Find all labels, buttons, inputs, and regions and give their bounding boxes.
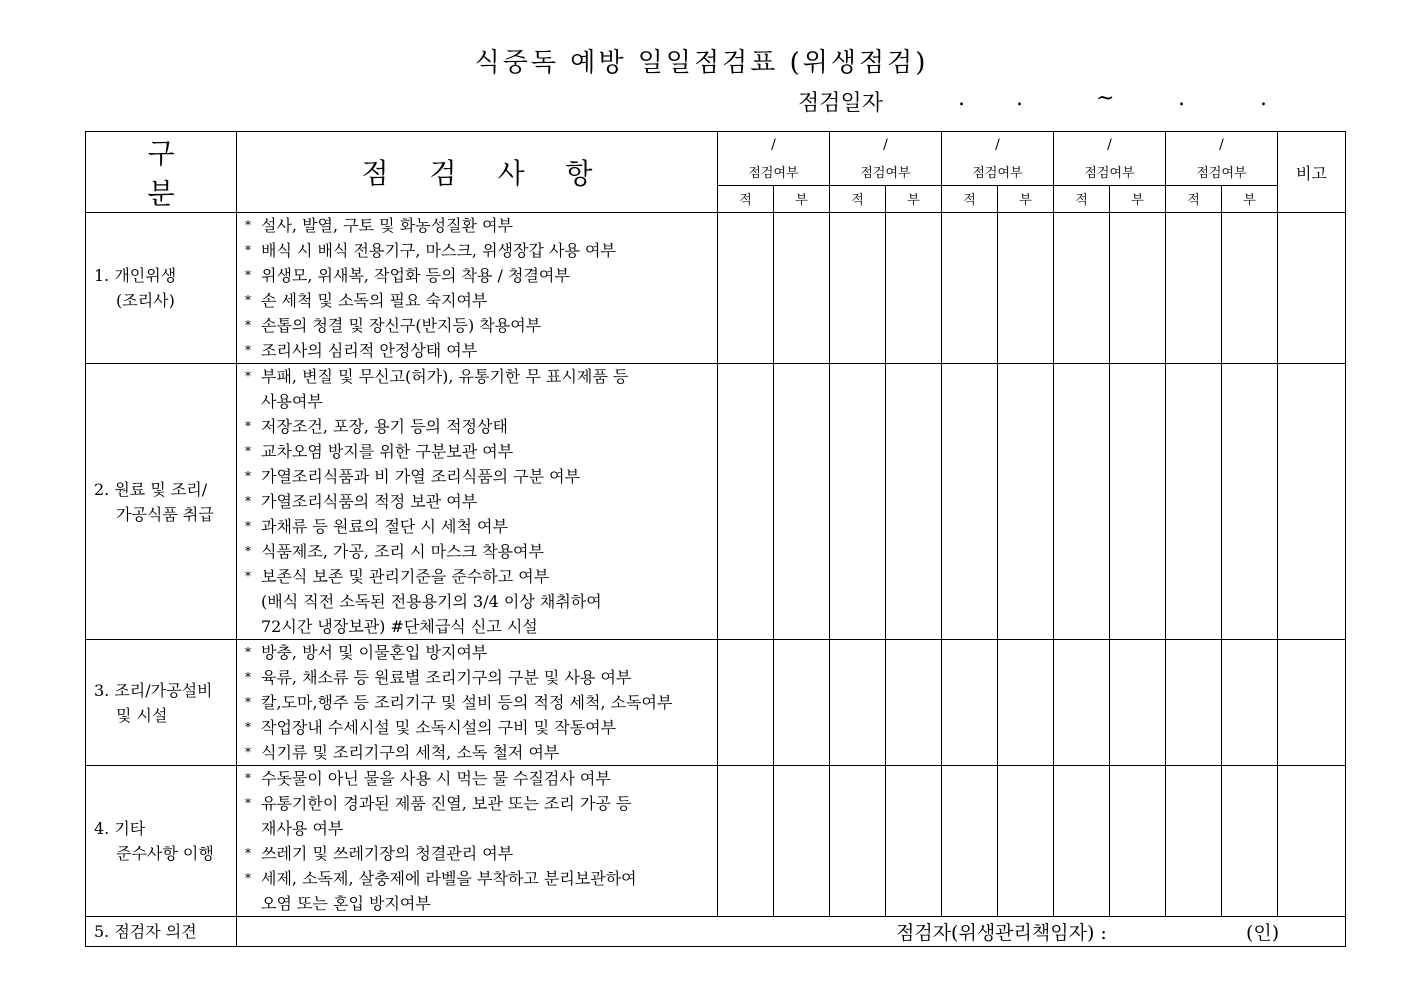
date-dot: . (1178, 86, 1185, 111)
check-cell-no[interactable] (774, 364, 830, 640)
page-title: 식중독 예방 일일점검표 (위생점검) (474, 48, 929, 78)
header-ok: 적 (830, 185, 886, 212)
bullet-icon: * (245, 519, 251, 533)
header-note: 비고 (1278, 132, 1346, 213)
check-item-text: 과채류 등 원료의 절단 시 세척 여부 (261, 517, 508, 536)
check-item (245, 263, 717, 288)
section-items (237, 364, 718, 640)
check-item-text: 보존식 보존 및 관리기준을 준수하고 여부 (261, 567, 550, 586)
inspection-date-line (798, 86, 1267, 117)
check-cell-ok[interactable] (1166, 640, 1222, 766)
check-item-text: 수돗물이 아닌 물을 사용 시 먹는 물 수질검사 여부 (261, 769, 611, 788)
section-items (237, 213, 718, 364)
header-no: 부 (998, 185, 1054, 212)
check-item-text: 부패, 변질 및 무신고(허가), 유통기한 무 표시제품 등 (261, 367, 629, 386)
check-item (245, 791, 717, 816)
header-no: 부 (774, 185, 830, 212)
header-items: 점 검 사 항 (237, 132, 718, 213)
check-item (245, 338, 717, 363)
check-cell-ok[interactable] (1166, 766, 1222, 917)
bullet-icon: * (245, 720, 251, 734)
check-cell-ok[interactable] (718, 640, 774, 766)
check-item-continuation: (배식 직전 소독된 전용용기의 3/4 이상 채취하여 (261, 592, 602, 611)
header-date-slot: / (718, 132, 830, 159)
footer-signature (896, 918, 1280, 945)
header-ok: 적 (1166, 185, 1222, 212)
check-item-text: 가열조리식품의 적정 보관 여부 (261, 492, 478, 511)
section-category-line: 1. 개인위생 (94, 266, 177, 285)
check-cell-no[interactable] (1110, 766, 1166, 917)
check-item-text: 세제, 소독제, 살충제에 라벨을 부착하고 분리보관하여 (261, 869, 637, 888)
section-items (237, 640, 718, 766)
check-cell-no[interactable] (1110, 213, 1166, 364)
section-category-line: 가공식품 취급 (116, 504, 214, 524)
inspector-label: 점검자(위생관리책임자) : (896, 922, 1107, 944)
bullet-icon: * (245, 243, 251, 257)
check-cell-no[interactable] (998, 640, 1054, 766)
header-no: 부 (1110, 185, 1166, 212)
check-cell-no[interactable] (1110, 640, 1166, 766)
check-cell-ok[interactable] (830, 766, 886, 917)
header-ok: 적 (942, 185, 998, 212)
check-cell-no[interactable] (1222, 640, 1278, 766)
check-item (245, 238, 717, 263)
bullet-icon: * (245, 268, 251, 282)
check-cell-ok[interactable] (718, 766, 774, 917)
check-cell-no[interactable] (1222, 364, 1278, 640)
section-category-line: 준수사항 이행 (116, 844, 214, 863)
bullet-icon: * (245, 670, 251, 684)
check-item-continuation: 사용여부 (261, 392, 323, 411)
header-date-slot: / (942, 132, 1054, 159)
check-cell-ok[interactable] (942, 640, 998, 766)
note-cell[interactable] (1278, 640, 1346, 766)
check-cell-ok[interactable] (1166, 213, 1222, 364)
section-category-line: 3. 조리/가공설비 (94, 680, 213, 700)
bullet-icon: * (245, 293, 251, 307)
section-items (237, 766, 718, 917)
inspection-table (85, 131, 1346, 947)
section-category (86, 766, 237, 917)
section-row (86, 364, 1346, 640)
check-cell-no[interactable] (886, 364, 942, 640)
check-item (245, 213, 717, 238)
bullet-icon: * (245, 343, 251, 357)
note-cell[interactable] (1278, 766, 1346, 917)
check-item-continuation: 72시간 냉장보관) #단체급식 신고 시설 (261, 617, 538, 636)
check-item-text: 손톱의 청결 및 장신구(반지등) 착용여부 (261, 316, 542, 335)
header-check-label: 점검여부 (942, 158, 1054, 185)
header-no: 부 (886, 185, 942, 212)
check-item-continuation: 재사용 여부 (261, 819, 344, 838)
check-item-text: 식기류 및 조리기구의 세척, 소독 철저 여부 (261, 743, 560, 762)
check-cell-no[interactable] (998, 364, 1054, 640)
header-date-slot: / (830, 132, 942, 159)
check-cell-ok[interactable] (830, 364, 886, 640)
check-cell-no[interactable] (886, 766, 942, 917)
bullet-icon: * (245, 218, 251, 232)
bullet-icon: * (245, 569, 251, 583)
check-cell-ok[interactable] (718, 364, 774, 640)
check-cell-no[interactable] (774, 213, 830, 364)
bullet-icon: * (245, 444, 251, 458)
inspection-date-label: 점검일자 (798, 91, 884, 116)
check-cell-no[interactable] (1222, 766, 1278, 917)
bullet-icon: * (245, 419, 251, 433)
header-check-label: 점검여부 (718, 158, 830, 185)
check-cell-no[interactable] (998, 766, 1054, 917)
bullet-icon: * (245, 645, 251, 659)
section-row (86, 640, 1346, 766)
check-item-text: 가열조리식품과 비 가열 조리식품의 구분 여부 (261, 467, 581, 486)
check-item-text: 설사, 발열, 구토 및 화농성질환 여부 (261, 216, 513, 235)
check-item (245, 464, 717, 489)
opinion-field[interactable] (237, 917, 1346, 947)
note-cell[interactable] (1278, 213, 1346, 364)
check-cell-ok[interactable] (1054, 364, 1110, 640)
check-item (245, 665, 717, 690)
check-item (245, 564, 717, 589)
check-cell-no[interactable] (1110, 364, 1166, 640)
check-item (245, 489, 717, 514)
check-item (245, 514, 717, 539)
check-cell-ok[interactable] (1054, 640, 1110, 766)
header-check-label: 점검여부 (1166, 158, 1278, 185)
section-category-line: 4. 기타 (94, 819, 146, 838)
bullet-icon: * (245, 695, 251, 709)
check-item-text: 방충, 방서 및 이물혼입 방지여부 (261, 643, 488, 662)
header-check-label: 점검여부 (830, 158, 942, 185)
check-item (245, 715, 717, 740)
header-no: 부 (1222, 185, 1278, 212)
section-row (86, 766, 1346, 917)
opinion-row (86, 917, 1346, 947)
check-item-text: 식품제조, 가공, 조리 시 마스크 착용여부 (261, 542, 544, 561)
bullet-icon: * (245, 871, 251, 885)
check-item-text: 작업장내 수세시설 및 소독시설의 구비 및 작동여부 (261, 718, 617, 737)
check-item-text: 유통기한이 경과된 제품 진열, 보관 또는 조리 가공 등 (261, 794, 632, 813)
check-cell-ok[interactable] (942, 213, 998, 364)
date-dot: . (1016, 86, 1023, 111)
check-item (245, 364, 717, 389)
section-category (86, 364, 237, 640)
check-item-text: 칼,도마,행주 등 조리기구 및 설비 등의 적정 세척, 소독여부 (261, 693, 673, 712)
seal-label: (인) (1246, 922, 1280, 944)
check-item (245, 766, 717, 791)
section-category (86, 213, 237, 364)
check-cell-no[interactable] (1222, 213, 1278, 364)
header-row-dates (86, 132, 1346, 159)
check-item-text: 조리사의 심리적 안정상태 여부 (261, 341, 478, 360)
header-ok: 적 (718, 185, 774, 212)
bullet-icon: * (245, 771, 251, 785)
check-item-text: 위생모, 위새복, 작업화 등의 착용 / 청결여부 (261, 266, 570, 285)
check-cell-ok[interactable] (1054, 213, 1110, 364)
bullet-icon: * (245, 318, 251, 332)
check-cell-ok[interactable] (942, 364, 998, 640)
check-item (245, 439, 717, 464)
check-cell-no[interactable] (886, 213, 942, 364)
check-item-text: 쓰레기 및 쓰레기장의 청결관리 여부 (261, 844, 514, 863)
header-date-slot: / (1166, 132, 1278, 159)
date-tilde: ~ (1096, 86, 1115, 111)
check-item (245, 841, 717, 866)
bullet-icon: * (245, 846, 251, 860)
check-item-text: 배식 시 배식 전용기구, 마스크, 위생장갑 사용 여부 (261, 241, 616, 260)
header-ok: 적 (1054, 185, 1110, 212)
check-item-text: 손 세척 및 소독의 필요 숙지여부 (261, 291, 488, 310)
bullet-icon: * (245, 494, 251, 508)
check-cell-ok[interactable] (830, 640, 886, 766)
note-cell[interactable] (1278, 364, 1346, 640)
header-check-label: 점검여부 (1054, 158, 1166, 185)
date-dot: . (1260, 86, 1267, 111)
check-cell-no[interactable] (774, 766, 830, 917)
check-item (245, 866, 717, 891)
opinion-label: 5. 점검자 의견 (86, 917, 237, 947)
check-item (245, 288, 717, 313)
date-dot: . (958, 86, 965, 111)
check-cell-no[interactable] (998, 213, 1054, 364)
check-item (245, 414, 717, 439)
bullet-icon: * (245, 544, 251, 558)
bullet-icon: * (245, 796, 251, 810)
check-item (245, 539, 717, 564)
check-cell-no[interactable] (886, 640, 942, 766)
check-item (245, 690, 717, 715)
check-item (245, 313, 717, 338)
check-item-text: 저장조건, 포장, 용기 등의 적정상태 (261, 417, 508, 436)
check-cell-ok[interactable] (1166, 364, 1222, 640)
header-category: 구 분 (86, 132, 237, 213)
check-cell-ok[interactable] (830, 213, 886, 364)
check-cell-no[interactable] (774, 640, 830, 766)
check-cell-ok[interactable] (1054, 766, 1110, 917)
bullet-icon: * (245, 469, 251, 483)
section-row (86, 213, 1346, 364)
check-item-continuation: 오염 또는 혼입 방지여부 (261, 894, 431, 913)
check-item (245, 740, 717, 765)
check-item-text: 교차오염 방지를 위한 구분보관 여부 (261, 442, 514, 461)
section-category-line: 2. 원료 및 조리/ (94, 479, 208, 499)
check-item-text: 육류, 채소류 등 원료별 조리기구의 구분 및 사용 여부 (261, 668, 632, 687)
check-cell-ok[interactable] (942, 766, 998, 917)
section-category-line: (조리사) (116, 291, 175, 310)
section-category (86, 640, 237, 766)
bullet-icon: * (245, 369, 251, 383)
check-cell-ok[interactable] (718, 213, 774, 364)
bullet-icon: * (245, 745, 251, 759)
check-item (245, 640, 717, 665)
section-category-line: 및 시설 (116, 705, 168, 725)
header-date-slot: / (1054, 132, 1166, 159)
